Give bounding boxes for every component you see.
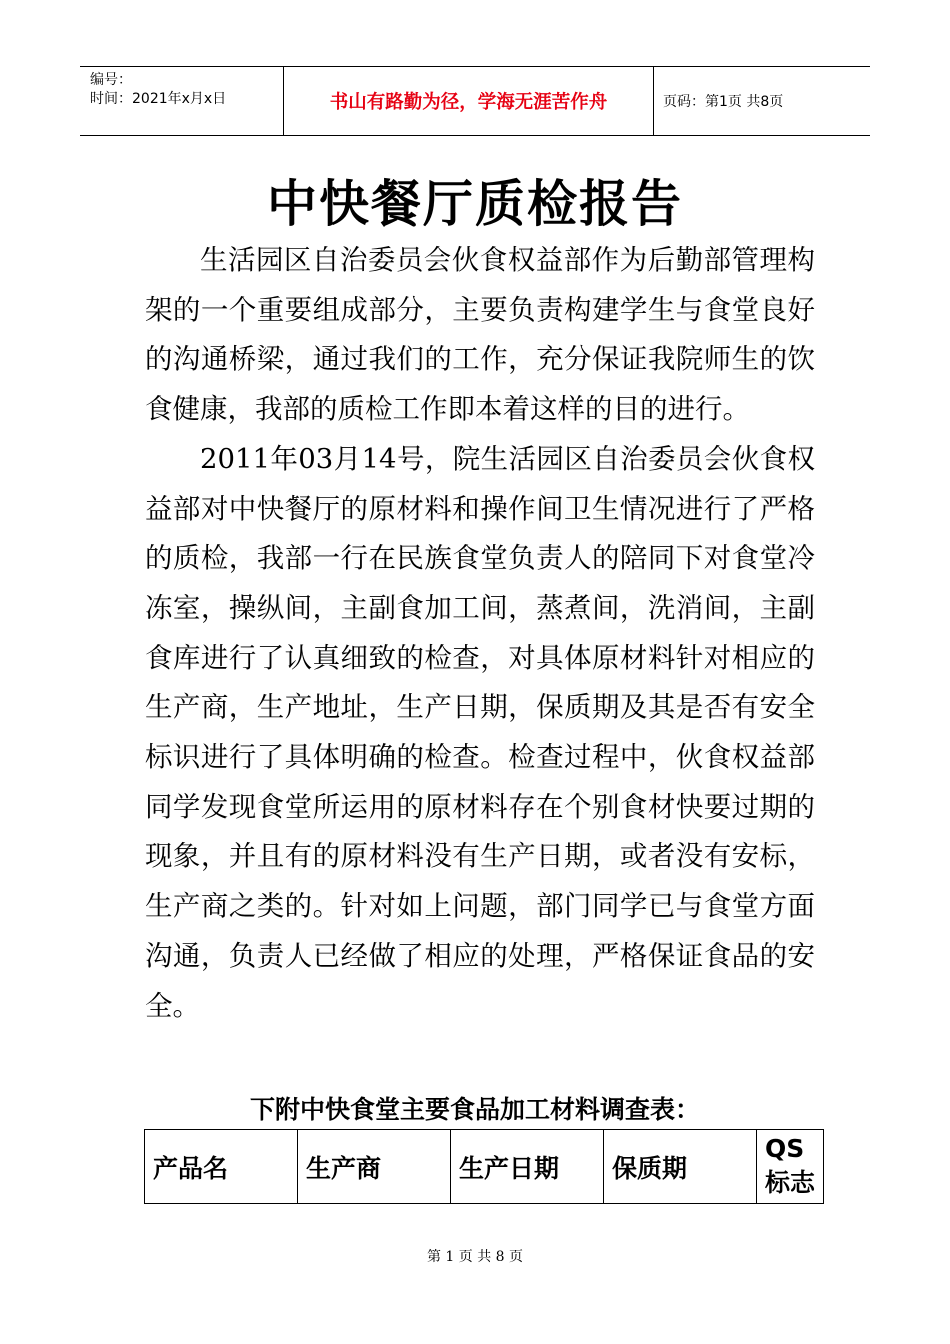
page-footer: 第 1 页 共 8 页: [426, 1249, 524, 1265]
table-header-cell: 保质期: [604, 1130, 757, 1204]
table-header-cell: QS标志: [757, 1130, 824, 1204]
table-header-cell: 生产商: [298, 1130, 451, 1204]
page-header: [80, 66, 870, 136]
header-meta: [80, 67, 283, 135]
paragraph: 2011年03月14号，院生活园区自治委员会伙食权益部对中快餐厅的原材料和操作间卫生情况进行了严格的质检，我部一行在民族食堂负责人的陪同下对食堂冷冻室，操纵间，主副食加工间，蒸煮间，洗消间，主副食库进行了认真细致的检查，对具体原材料针对相应的生产商，生产地址，生产日期，保质期及其是否有安全标识进行了具体明确的检查。检查过程中，伙食权益部同学发现食堂所运用的原材料存在个别食材快要过期的现象，并且有的原材料没有生产日期，或者没有安标，生产商之类的。针对如上问题，部门同学已与食堂方面沟通，负责人已经做了相应的处理，严格保证食品的安全。: [145, 442, 815, 1022]
document-title: 中快餐厅质检报告: [267, 175, 683, 233]
header-motto: 书山有路勤为径，学海无涯苦作舟: [283, 67, 654, 135]
document-number-label: 编号：: [90, 72, 132, 88]
survey-table: [144, 1129, 824, 1204]
table-header-cell: 生产日期: [451, 1130, 604, 1204]
table-caption: 下附中快食堂主要食品加工材料调查表：: [249, 1095, 700, 1124]
paragraph: 生活园区自治委员会伙食权益部作为后勤部管理构架的一个重要组成部分，主要负责构建学生与食堂良好的沟通桥梁，通过我们的工作，充分保证我院师生的饮食健康，我部的质检工作即本着这样的目的进行。: [145, 244, 815, 426]
document-date: 时间：2021年x月x日: [90, 91, 227, 107]
document-body: [145, 236, 815, 1031]
table-header-row: [145, 1130, 824, 1204]
header-page-info: 页码：第1页 共8页: [663, 94, 784, 110]
table-header-cell: 产品名: [145, 1130, 298, 1204]
